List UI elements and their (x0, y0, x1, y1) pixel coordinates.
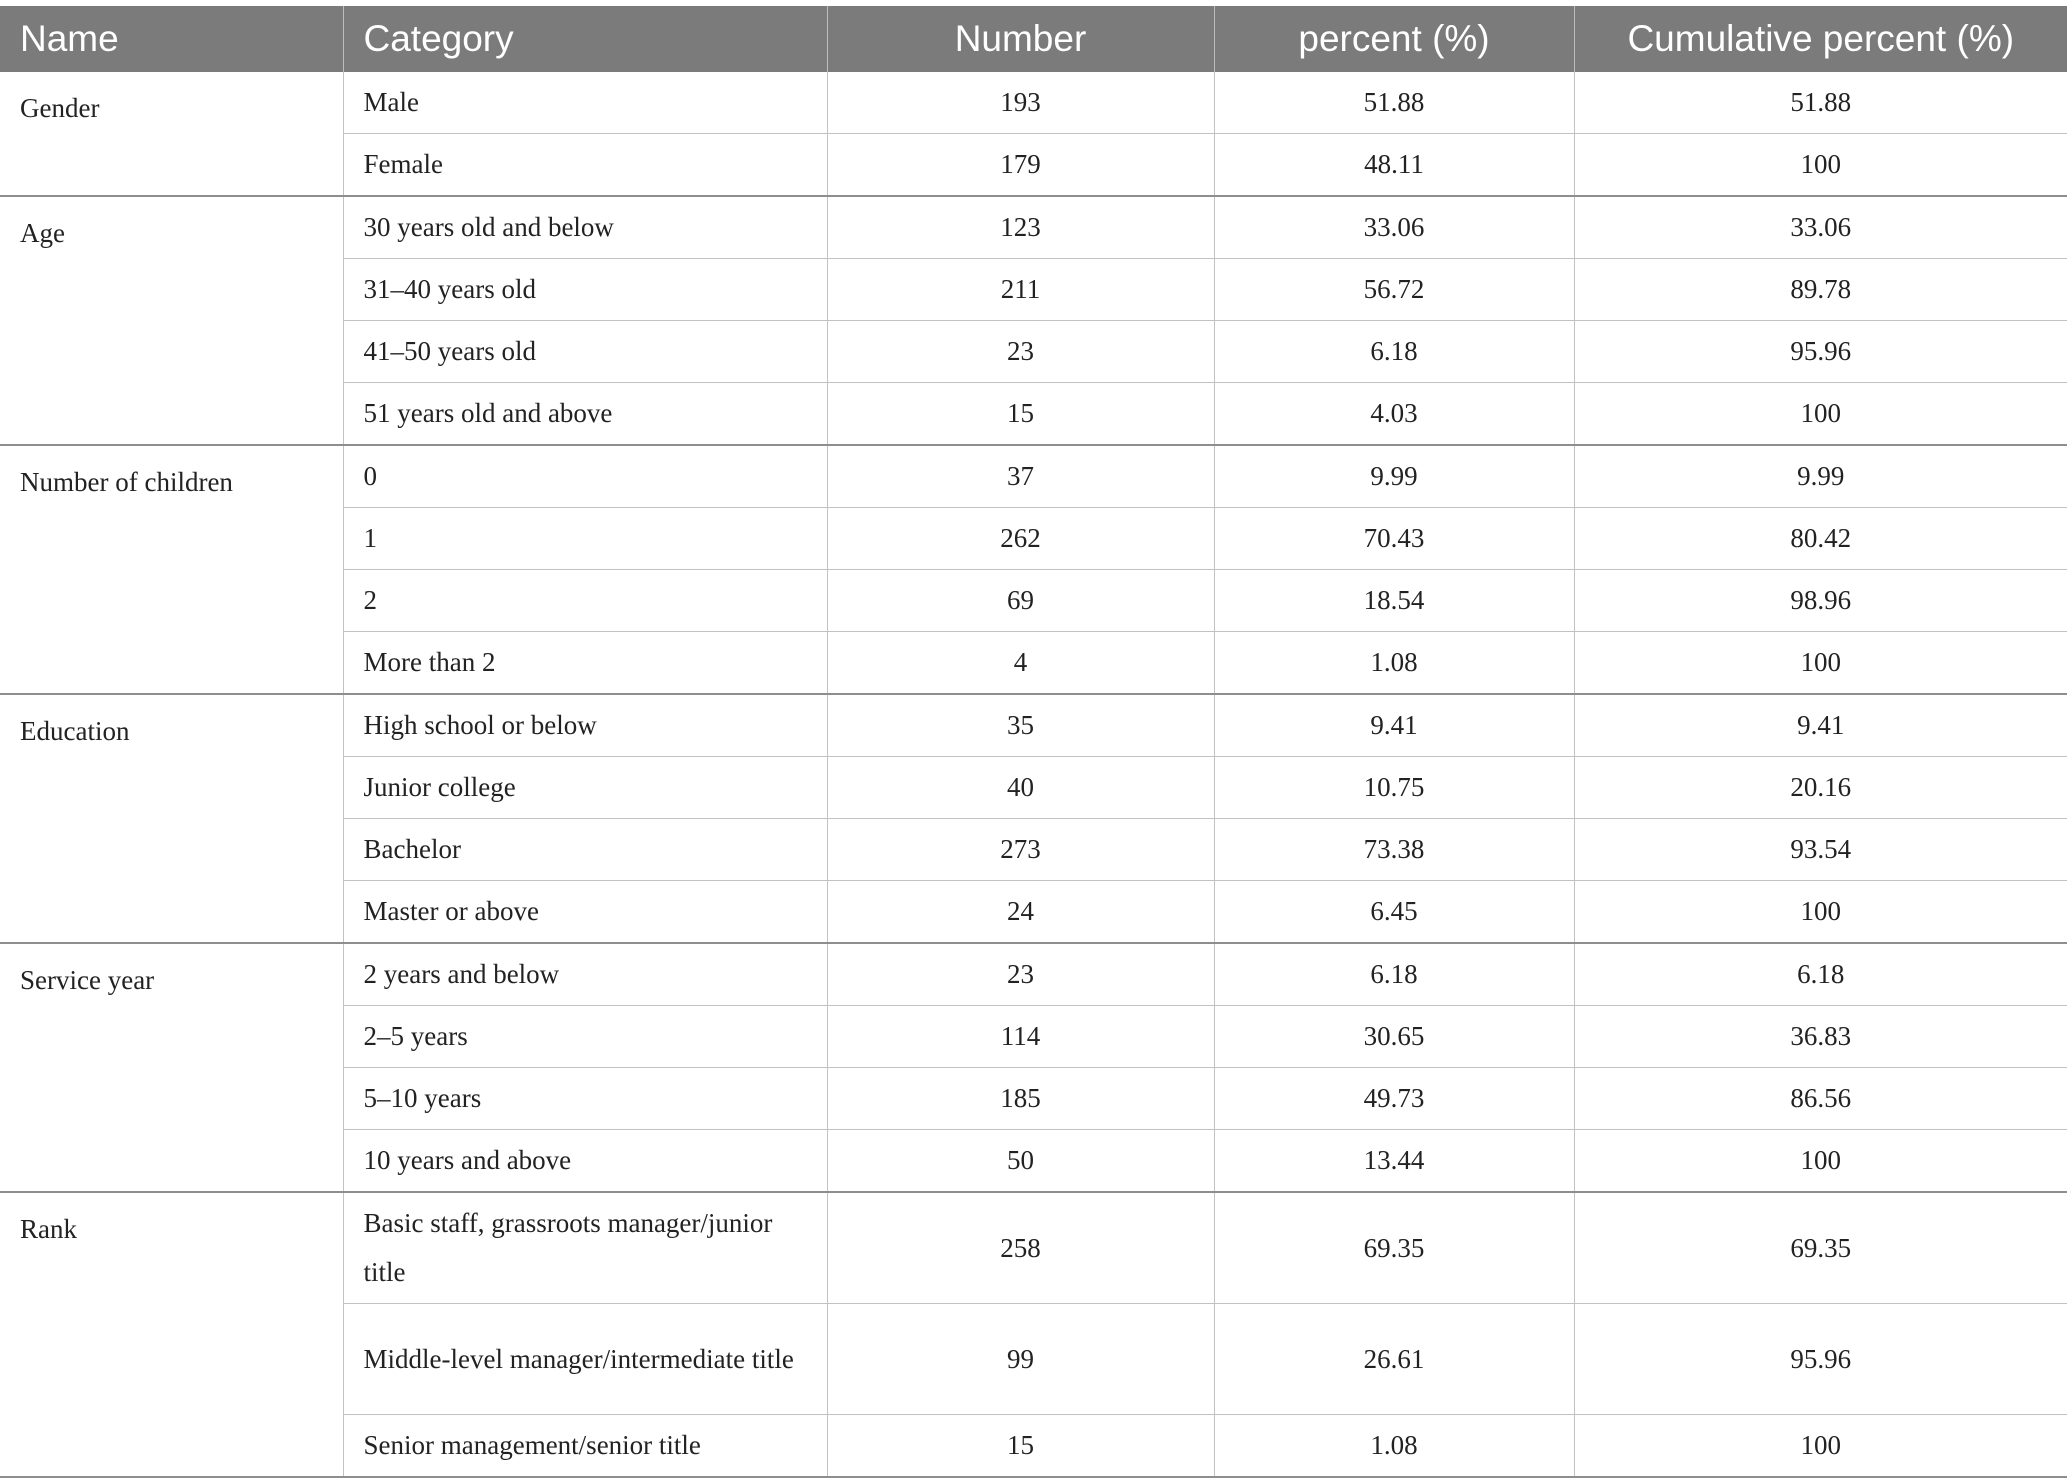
percent-cell: 33.06 (1214, 196, 1574, 259)
category-cell: 41–50 years old (343, 321, 827, 383)
percent-cell: 13.44 (1214, 1130, 1574, 1193)
percent-cell: 49.73 (1214, 1068, 1574, 1130)
number-cell: 4 (827, 632, 1214, 695)
category-cell: Female (343, 134, 827, 197)
percent-cell: 51.88 (1214, 72, 1574, 134)
table-row (0, 694, 2067, 757)
cumulative-percent-cell: 51.88 (1574, 72, 2067, 134)
percent-cell: 56.72 (1214, 259, 1574, 321)
category-cell: High school or below (343, 694, 827, 757)
percent-cell: 69.35 (1214, 1192, 1574, 1304)
category-cell: Basic staff, grassroots manager/junior title (343, 1192, 827, 1304)
number-cell: 23 (827, 321, 1214, 383)
percent-cell: 1.08 (1214, 632, 1574, 695)
table-row (0, 196, 2067, 259)
table-row (0, 1192, 2067, 1304)
number-cell: 15 (827, 1415, 1214, 1478)
group-name-cell: Education (0, 694, 343, 943)
cumulative-percent-cell: 100 (1574, 383, 2067, 446)
category-cell: 30 years old and below (343, 196, 827, 259)
number-cell: 15 (827, 383, 1214, 446)
cumulative-percent-cell: 100 (1574, 881, 2067, 944)
header-percent: percent (%) (1214, 6, 1574, 72)
cumulative-percent-cell: 9.99 (1574, 445, 2067, 508)
cumulative-percent-cell: 33.06 (1574, 196, 2067, 259)
number-cell: 50 (827, 1130, 1214, 1193)
number-cell: 258 (827, 1192, 1214, 1304)
cumulative-percent-cell: 100 (1574, 1415, 2067, 1478)
category-cell: Master or above (343, 881, 827, 944)
category-cell: 2–5 years (343, 1006, 827, 1068)
group-name-cell: Number of children (0, 445, 343, 694)
number-cell: 37 (827, 445, 1214, 508)
category-cell: Male (343, 72, 827, 134)
category-cell: 51 years old and above (343, 383, 827, 446)
category-cell: 0 (343, 445, 827, 508)
percent-cell: 26.61 (1214, 1304, 1574, 1415)
group-name-cell: Gender (0, 72, 343, 196)
table-row (0, 943, 2067, 1006)
number-cell: 24 (827, 881, 1214, 944)
category-cell: 10 years and above (343, 1130, 827, 1193)
cumulative-percent-cell: 69.35 (1574, 1192, 2067, 1304)
header-number: Number (827, 6, 1214, 72)
category-cell: Junior college (343, 757, 827, 819)
number-cell: 40 (827, 757, 1214, 819)
percent-cell: 30.65 (1214, 1006, 1574, 1068)
number-cell: 211 (827, 259, 1214, 321)
cumulative-percent-cell: 80.42 (1574, 508, 2067, 570)
group-name-cell: Age (0, 196, 343, 445)
number-cell: 123 (827, 196, 1214, 259)
percent-cell: 9.41 (1214, 694, 1574, 757)
table-body (0, 72, 2067, 1477)
cumulative-percent-cell: 86.56 (1574, 1068, 2067, 1130)
percent-cell: 9.99 (1214, 445, 1574, 508)
percent-cell: 70.43 (1214, 508, 1574, 570)
number-cell: 185 (827, 1068, 1214, 1130)
number-cell: 262 (827, 508, 1214, 570)
percent-cell: 4.03 (1214, 383, 1574, 446)
cumulative-percent-cell: 6.18 (1574, 943, 2067, 1006)
number-cell: 99 (827, 1304, 1214, 1415)
cumulative-percent-cell: 9.41 (1574, 694, 2067, 757)
category-cell: 1 (343, 508, 827, 570)
percent-cell: 6.18 (1214, 321, 1574, 383)
category-cell: 2 (343, 570, 827, 632)
cumulative-percent-cell: 100 (1574, 632, 2067, 695)
header-row (0, 6, 2067, 72)
cumulative-percent-cell: 100 (1574, 134, 2067, 197)
header-name: Name (0, 6, 343, 72)
percent-cell: 48.11 (1214, 134, 1574, 197)
category-cell: Senior management/senior title (343, 1415, 827, 1478)
number-cell: 35 (827, 694, 1214, 757)
number-cell: 114 (827, 1006, 1214, 1068)
number-cell: 179 (827, 134, 1214, 197)
category-cell: More than 2 (343, 632, 827, 695)
demographics-table-container (0, 6, 2067, 1478)
cumulative-percent-cell: 95.96 (1574, 1304, 2067, 1415)
header-cumulative-percent: Cumulative percent (%) (1627, 18, 2015, 59)
group-name-cell: Rank (0, 1192, 343, 1477)
number-cell: 273 (827, 819, 1214, 881)
percent-cell: 6.18 (1214, 943, 1574, 1006)
cumulative-percent-cell: 36.83 (1574, 1006, 2067, 1068)
demographics-table (0, 6, 2067, 1478)
category-cell: 2 years and below (343, 943, 827, 1006)
percent-cell: 10.75 (1214, 757, 1574, 819)
number-cell: 23 (827, 943, 1214, 1006)
table-row (0, 72, 2067, 134)
number-cell: 69 (827, 570, 1214, 632)
cumulative-percent-cell: 95.96 (1574, 321, 2067, 383)
table-row (0, 445, 2067, 508)
percent-cell: 6.45 (1214, 881, 1574, 944)
number-cell: 193 (827, 72, 1214, 134)
category-cell: Bachelor (343, 819, 827, 881)
table-header (0, 6, 2067, 72)
cumulative-percent-cell: 100 (1574, 1130, 2067, 1193)
group-name-cell: Service year (0, 943, 343, 1192)
percent-cell: 1.08 (1214, 1415, 1574, 1478)
cumulative-percent-cell: 89.78 (1574, 259, 2067, 321)
category-cell: 5–10 years (343, 1068, 827, 1130)
header-category: Category (343, 6, 827, 72)
cumulative-percent-cell: 93.54 (1574, 819, 2067, 881)
percent-cell: 18.54 (1214, 570, 1574, 632)
cumulative-percent-cell: 98.96 (1574, 570, 2067, 632)
category-cell: Middle-level manager/intermediate title (343, 1304, 827, 1415)
percent-cell: 73.38 (1214, 819, 1574, 881)
category-cell: 31–40 years old (343, 259, 827, 321)
cumulative-percent-cell: 20.16 (1574, 757, 2067, 819)
